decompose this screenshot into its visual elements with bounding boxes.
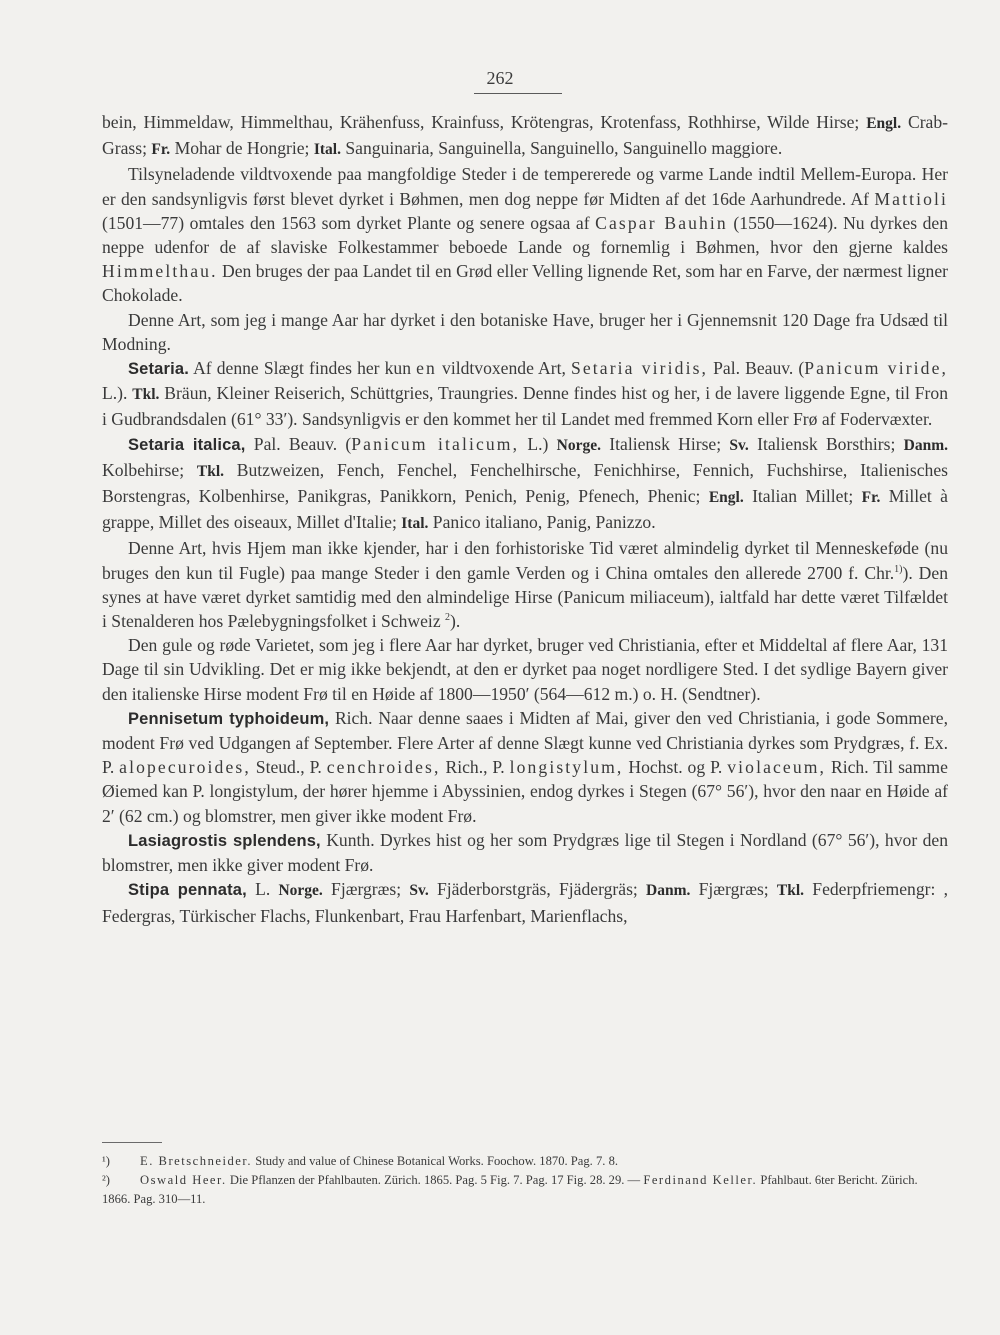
paragraph-variety: Den gule og røde Varietet, som jeg i flere Aar har dyrket, bruger ved Christiania, efter et Middeltal af flere Aar, 131 Dage til sin Udvikling. Det er mig ikke bekjendt, at den er dyrket paa noget nordligere Sted. I det sydlige Bayern giver den italienske Hirse modent Frø til en Høide af 1800—1950′ (564—612 m.) o. H. (Sendtner).: [102, 635, 948, 704]
lang-abbrev: Danm.: [903, 436, 948, 454]
footnote-text: Study and value of Chinese Botanical Works. Foochow. 1870. Pag. 7. 8.: [255, 1154, 619, 1168]
species-name: Setaria viridis,: [570, 358, 709, 379]
lang-abbrev: Tkl.: [132, 386, 160, 404]
paragraph-setaria-italica: Setaria italica, Pal. Beauv. (Panicum italicum, L.) Norge. Italiensk Hirse; Sv. Italiensk Borsthirs; Danm. Kolbehirse; Tkl. Butzweizen, Fench, Fenchel, Fenchelhirsche, Fenichhirse, Fennich, Fuchshirse, Italienisches Borstengras, Kolbenhirse, Panikgras, Panikkorn, Penich, Penig, Pfenech, Phenic; Engl. Italian Millet; Fr. Millet à grappe, Millet des oiseaux, Millet d'Italie; Ital. Panico italiano, Panig, Panizzo.: [102, 433, 949, 533]
lang-abbrev: Tkl.: [196, 462, 224, 480]
paragraph-cultivation: Denne Art, som jeg i mange Aar har dyrket i den botaniske Have, bruger her i Gjennemsnit 120 Dage fra Udsæd til Modning.: [102, 309, 948, 354]
footnote-rule: [102, 1142, 162, 1143]
paragraph-lasiagrostis: Lasiagrostis splendens, Kunth. Dyrkes hist og her som Prydgræs lige til Stegen i Nordland (67° 56′), hvor den blomstrer, men ikke giver modent Frø.: [102, 829, 948, 876]
paragraph-setaria: Setaria. Af denne Slægt findes her kun en vildtvoxende Art, Setaria viridis, Pal. Beauv. (Panicum viride, L.). Tkl. Bräun, Kleiner Reiserich, Schüttgries, Traungries. Denne findes hist og her, i de lavere liggende Egne, til Fron i Gudbrandsdalen (61° 33′). Sandsynligvis er den kommet her til Landet med fremmed Korn eller Frø af Fodervæxter.: [102, 358, 949, 430]
header-rule: [474, 93, 562, 94]
footnotes: [102, 1152, 948, 1209]
paragraph-history: Denne Art, hvis Hjem man ikke kjender, har i den forhistoriske Tid været almindelig dyrket til Menneskeføde (nu bruges den kun til Fugle) paa mange Steder i den gamle Verden og i China omtales den allerede 2700 f. Chr.$^{1)}$). Den synes at have været dyrket samtidig med den almindelige Hirse (Panicum miliaceum), ialtfald har dette været Tilfældet i Stenalderen hos Pælebygningsfolket i Schweiz $^2$).: [102, 538, 948, 632]
page-number: 262: [486, 68, 514, 88]
footnote: [102, 1171, 948, 1209]
footnote-mark: ²): [102, 1173, 110, 1187]
footnote-text: Pfahlbaut. 6ter Bericht. Zürich. 1866. Pag. 310—11.: [102, 1173, 918, 1206]
lang-abbrev: Engl.: [708, 489, 744, 507]
footnote-author: Oswald Heer.: [140, 1173, 227, 1187]
paragraph-distribution: Tilsyneladende vildtvoxende paa mangfoldige Steder i de tempererede og varme Lande indtil Mellem-Europa. Her er den sandsynligvis først blevet dyrket i Bøhmen, men dog neppe før Midten af det 16de Aarhundrede. Af Mattioli (1501—77) omtales den 1563 som dyrket Plante og senere ogsaa af Caspar Bauhin (1550—1624). Nu dyrkes den neppe udenfor de af slaviske Folkestammer beboede Lande og fornemlig i Bøhmen, hvor den gjerne kaldes Himmelthau. Den bruges der paa Landet til en Grød eller Velling lignende Ret, som har en Farve, der nærmest ligner Chokolade.: [102, 164, 949, 306]
main-text: [102, 110, 948, 928]
lang-abbrev: Norge.: [278, 882, 323, 900]
lang-abbrev: Fr.: [861, 489, 881, 507]
species-name: alopecuroides,: [119, 757, 251, 778]
lang-abbrev: Norge.: [556, 436, 601, 454]
lang-abbrev: Engl.: [866, 115, 902, 132]
paragraph-digitaria-names: bein, Himmeldaw, Himmelthau, Krähenfuss, Krainfuss, Krötengras, Krotenfass, Rothhirse, Wilde Hirse; Engl. Crab-Grass; Fr. Mohar de Hongrie; Ital. Sanguinaria, Sanguinella, Sanguinello, Sanguinello maggiore.: [102, 112, 949, 159]
genus-heading: Setaria.: [128, 360, 189, 379]
species-name: Panicum viride,: [804, 358, 949, 379]
paragraph-stipa: Stipa pennata, L. Norge. Fjærgræs; Sv. Fjäderborstgräs, Fjädergräs; Danm. Fjærgræs; Tkl. Federpfriemengr: , Federgras, Türkischer Flachs, Flunkenbart, Frau Harfenbart, Marienflachs,: [102, 879, 948, 926]
species-name: longistylum,: [509, 757, 624, 778]
footnote: [102, 1152, 948, 1171]
lang-abbrev: Ital.: [313, 141, 341, 159]
species-name: Panicum italicum,: [351, 433, 520, 454]
author-name: Mattioli: [874, 188, 948, 209]
species-heading: Lasiagrostis splendens,: [128, 831, 321, 850]
author-name: Caspar Bauhin: [595, 212, 728, 233]
footnote-text: Die Pflanzen der Pfahlbauten. Zürich. 1865. Pag. 5 Fig. 7. Pag. 17 Fig. 28. 29. —: [229, 1173, 641, 1187]
species-name: violaceum,: [727, 757, 827, 778]
species-heading: Stipa pennata,: [128, 881, 247, 900]
footnote-ref: 2: [445, 612, 451, 624]
vernacular-name: Himmelthau.: [102, 261, 218, 282]
paragraph-pennisetum: Pennisetum typhoideum, Rich. Naar denne saaes i Midten af Mai, giver den ved Christiania, i gode Sommere, modent Frø ved Udgangen af September. Flere Arter af denne Slægt kunne ved Christiania dyrkes som Prydgræs, f. Ex. P. alopecuroides, Steud., P. cenchroides, Rich., P. longistylum, Hochst. og P. violaceum, Rich. Til samme Øiemed kan P. longistylum, der hører hjemme i Abyssinien, endog dyrkes i Stegen (67° 56′), hvor den naar en Høide af 2′ (62 cm.) og blomstrer, men giver ikke modent Frø.: [102, 707, 948, 826]
lang-abbrev: Fr.: [151, 141, 171, 159]
lang-abbrev: Tkl.: [776, 882, 805, 900]
footnote-author: Ferdinand Keller.: [643, 1173, 758, 1187]
lang-abbrev: Sv.: [409, 882, 429, 900]
species-heading: Pennisetum typhoideum,: [128, 709, 330, 728]
species-heading: Setaria italica,: [128, 435, 246, 454]
lang-abbrev: Danm.: [646, 882, 691, 900]
footnote-mark: ¹): [102, 1154, 110, 1168]
lang-abbrev: Sv.: [729, 436, 749, 454]
footnote-author: E. Bretschneider.: [140, 1154, 253, 1168]
species-name: cenchroides,: [326, 757, 441, 778]
lang-abbrev: Ital.: [401, 515, 429, 533]
footnote-ref: 1): [894, 563, 903, 575]
